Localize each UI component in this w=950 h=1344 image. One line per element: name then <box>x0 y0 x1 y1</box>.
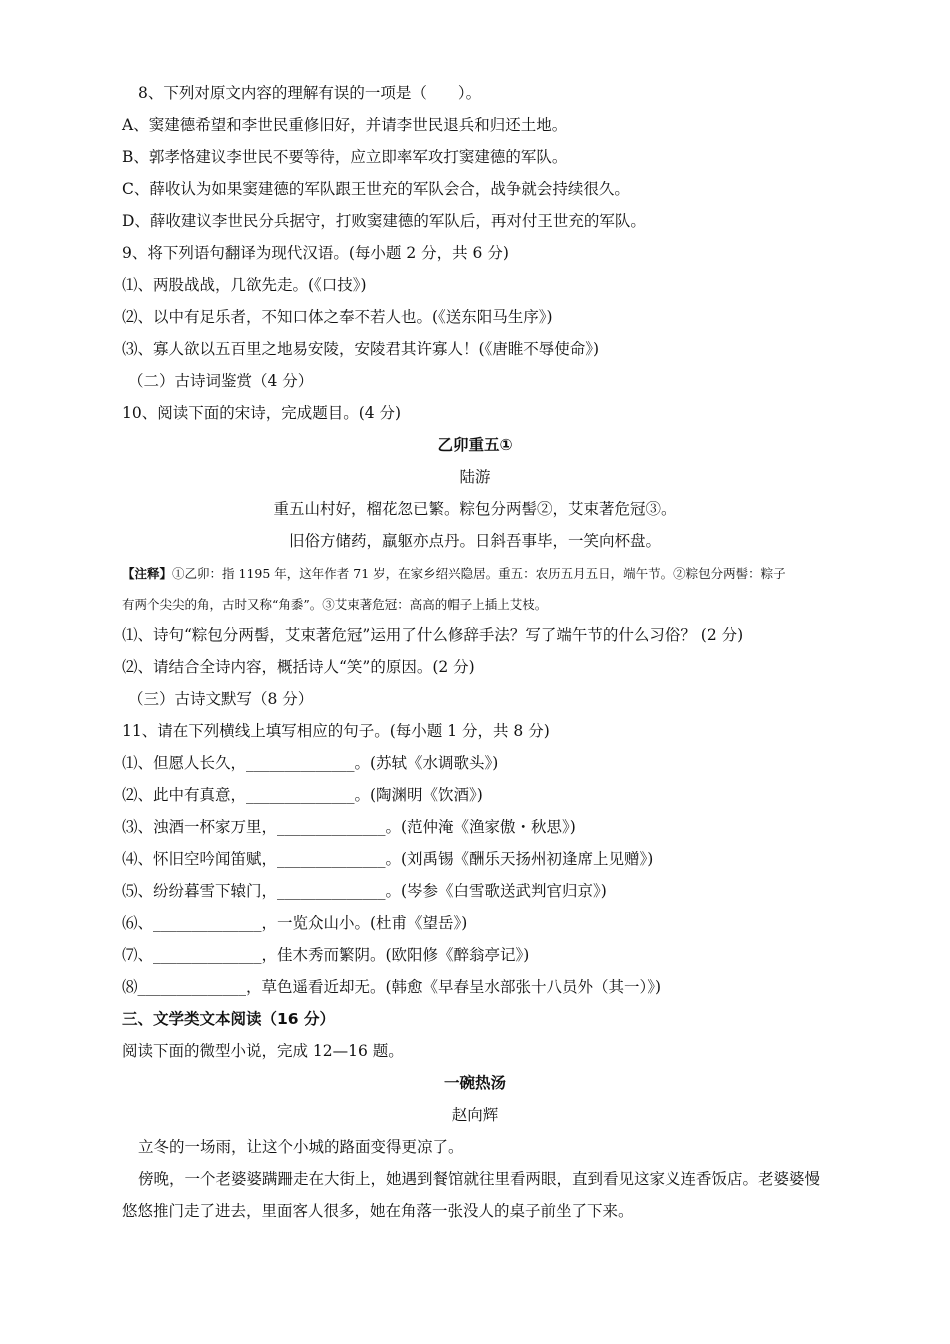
q10-item-2: ⑵、请结合全诗内容，概括诗人“笑”的原因。(2 分) <box>122 658 475 676</box>
q8-stem: 8、下列对原文内容的理解有误的一项是（ ）。 <box>138 84 482 102</box>
q8-option-c: C、薛收认为如果窦建德的军队跟王世充的军队会合，战争就会持续很久。 <box>122 180 630 198</box>
story-paragraph-2-line-1: 傍晚，一个老婆婆蹒跚走在大街上，她遇到餐馆就往里看两眼，直到看见这家义连香饭店。老婆婆慢 <box>138 1170 821 1188</box>
poem-note-line-2: 有两个尖尖的角，古时又称“角黍”。③艾束著危冠：高高的帽子上插上艾枝。 <box>122 597 548 612</box>
q8-option-b: B、郭孝恪建议李世民不要等待，应立即率军攻打窦建德的军队。 <box>122 148 568 166</box>
q11-item-6: ⑹、______________，一览众山小。(杜甫《望岳》) <box>122 914 468 932</box>
story-title: 一碗热汤 <box>443 1074 506 1092</box>
story-paragraph-2-line-2: 悠悠推门走了进去，里面客人很多，她在角落一张没人的桌子前坐了下来。 <box>122 1202 634 1220</box>
story-author: 赵向辉 <box>451 1106 499 1124</box>
section-2-heading: （二）古诗词鉴赏（4 分） <box>128 372 314 390</box>
poem-note-line-1 <box>122 565 786 583</box>
q9-item-1: ⑴、两股战战，几欲先走。(《口技》) <box>122 276 367 294</box>
poem-line-1: 重五山村好，榴花忽已繁。粽包分两髻②，艾束著危冠③。 <box>273 500 677 518</box>
q8-option-a: A、窦建德希望和李世民重修旧好，并请李世民退兵和归还土地。 <box>122 116 568 134</box>
story-paragraph-1: 立冬的一场雨，让这个小城的路面变得更凉了。 <box>138 1138 464 1156</box>
q11-item-5: ⑸、纷纷暮雪下辕门，______________。(岑参《白雪歌送武判官归京》) <box>122 882 607 900</box>
poem-note-text-1: ①乙卯：指 1195 年，这年作者 71 岁，在家乡绍兴隐居。重五：农历五月五日，端午节。②粽包分两髻：粽子 <box>172 566 786 581</box>
q11-stem: 11、请在下列横线上填写相应的句子。(每小题 1 分，共 8 分) <box>122 722 550 740</box>
q9-item-3: ⑶、寡人欲以五百里之地易安陵，安陵君其许寡人！(《唐睢不辱使命》) <box>122 340 600 358</box>
part-3-heading: 三、文学类文本阅读（16 分） <box>122 1010 335 1028</box>
q11-item-3: ⑶、浊酒一杯家万里，______________。(范仲淹《渔家傲・秋思》) <box>122 818 576 836</box>
poem-line-2: 旧俗方储药，羸躯亦点丹。日斜吾事毕，一笑向杯盘。 <box>288 532 661 550</box>
q11-item-1: ⑴、但愿人长久，______________。(苏轼《水调歌头》) <box>122 754 499 772</box>
q10-stem: 10、阅读下面的宋诗，完成题目。(4 分) <box>122 404 402 422</box>
q9-item-2: ⑵、以中有足乐者，不知口体之奉不若人也。(《送东阳马生序》) <box>122 308 553 326</box>
q11-item-8: ⑻______________，草色遥看近却无。(韩愈《早春呈水部张十八员外（其一）》) <box>122 978 662 996</box>
q11-item-7: ⑺、______________，佳木秀而繁阴。(欧阳修《醉翁亭记》) <box>122 946 530 964</box>
q8-option-d: D、薛收建议李世民分兵据守，打败窦建德的军队后，再对付王世充的军队。 <box>122 212 646 230</box>
poem-title: 乙卯重五① <box>437 436 513 454</box>
q11-item-4: ⑷、怀旧空吟闻笛赋，______________。(刘禹锡《酬乐天扬州初逢席上见赠》) <box>122 850 654 868</box>
poem-note-tag: 【注释】 <box>122 566 173 581</box>
q10-item-1: ⑴、诗句“粽包分两髻，艾束著危冠”运用了什么修辞手法？写了端午节的什么习俗？ (2 分) <box>122 626 744 644</box>
section-3-heading: （三）古诗文默写（8 分） <box>128 690 314 708</box>
part-3-instruction: 阅读下面的微型小说，完成 12—16 题。 <box>122 1042 404 1060</box>
poem-author: 陆游 <box>459 468 491 486</box>
q11-item-2: ⑵、此中有真意，______________。(陶渊明《饮酒》) <box>122 786 483 804</box>
q9-stem: 9、将下列语句翻译为现代汉语。(每小题 2 分，共 6 分) <box>122 244 509 262</box>
